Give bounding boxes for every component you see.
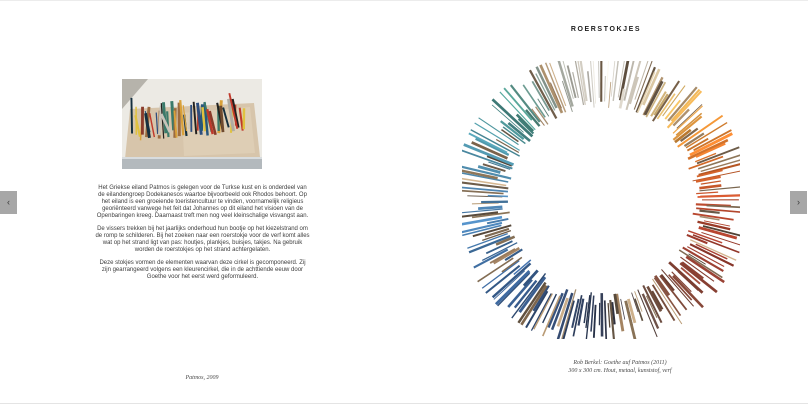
page-header: ROERSTOKJES — [570, 26, 642, 33]
intro-paragraph-3: Deze stokjes vormen de elementen waarvan deze cirkel is gecomponeerd. Zij zijn gearrangeerd volgens een kleurencirkel, die in de achttiende eeuw door Goethe voor het eerst werd geformuleerd. — [99, 260, 306, 280]
next-page-button[interactable]: › — [790, 191, 807, 214]
prev-page-button[interactable]: ‹ — [0, 191, 17, 214]
intro-paragraph-2: De vissers trekken bij het jaarlijks onderhoud hun bootje op het kiezelstrand om de romp te schilderen. Bij het zoeken naar een roerstokje voor de verf komt alles wat op het strand ligt van pas: houtjes, plankjes, buisjes, takjes. Na gebruik worden de roerstokjes op het strand achtergelaten. — [95, 226, 310, 253]
roerstokjes-circle-image — [462, 61, 740, 339]
patmos-photo-image — [122, 79, 262, 169]
artwork-caption-line2: 300 x 300 cm. Hout, metaal, kunststof, verf — [568, 367, 672, 374]
intro-paragraph-1: Het Griekse eiland Patmos is gelegen voor de Turkse kust en is onderdeel van de eilandengroep Dodekanesos waartoe bijvoorbeeld ook Rhodos behoort. Op het eiland is een groeiende toeristencultuur te vinden, voornamelijk religieus georiënteerd vanwege het feit dat Johannes op dit eiland het visioen van de Openbaringen kreeg. Daarnaast treft men nog veel kleinschalige visvangst aan. — [96, 185, 309, 219]
patmos-photo — [122, 79, 262, 169]
artwork-circle — [462, 61, 740, 339]
left-page — [0, 1, 404, 404]
right-page — [404, 1, 808, 404]
intro-text — [95, 185, 310, 287]
artwork-caption-line1: Rob Berkel: Goethe auf Patmos (2011) — [573, 360, 667, 366]
artwork-caption — [470, 360, 770, 375]
photo-caption: Patmos, 2009 — [185, 375, 219, 381]
